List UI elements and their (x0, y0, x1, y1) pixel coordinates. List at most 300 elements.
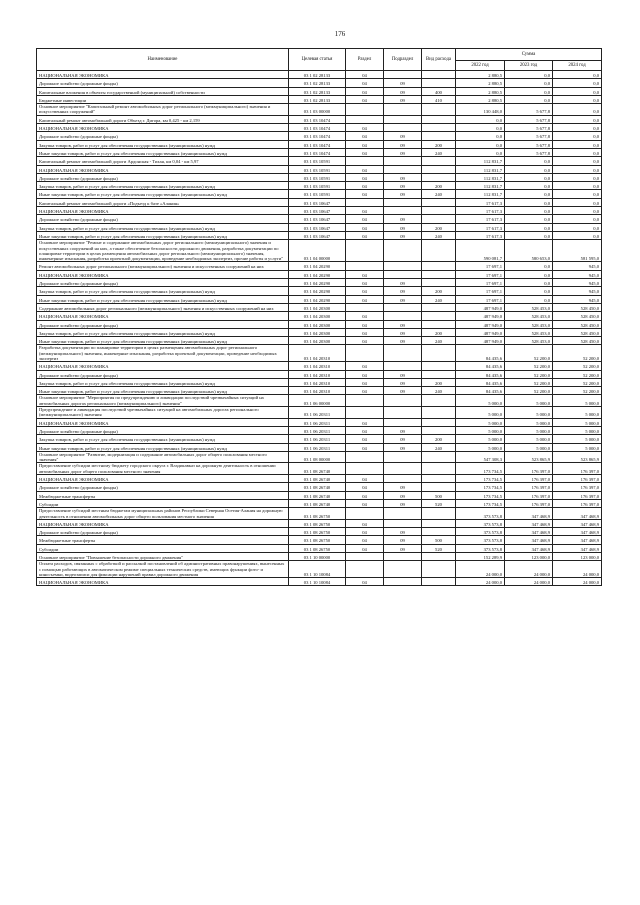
row-sum-2023: 0,0 (505, 198, 553, 206)
row-subsection (384, 561, 422, 578)
row-sum-2024: 528 450,0 (553, 337, 602, 345)
row-sum-2023: 0,0 (505, 215, 553, 223)
row-sum-2023: 0,0 (505, 207, 553, 215)
header-section: Раздел (346, 49, 384, 71)
row-section (346, 115, 384, 123)
table-body (37, 71, 602, 586)
row-section: 04 (346, 435, 384, 443)
row-section: 04 (346, 231, 384, 239)
row-subsection: 09 (384, 528, 422, 536)
row-sum-2022: 112 831,7 (456, 173, 505, 181)
row-sum-2023: 0,0 (505, 231, 553, 239)
row-section: 04 (346, 337, 384, 345)
table-row (37, 124, 602, 132)
row-section: 04 (346, 124, 384, 132)
row-target: 03 1 03 10647 (289, 231, 346, 239)
row-subsection: 09 (384, 435, 422, 443)
row-subsection: 09 (384, 223, 422, 231)
row-sum-2022: 17 617,3 (456, 207, 505, 215)
row-sum-2024: 0,0 (553, 140, 602, 148)
header-year-2024: 2024 год (553, 61, 602, 71)
page-number: 176 (334, 30, 346, 38)
row-expense-type (422, 528, 456, 536)
row-sum-2023: 52 200,0 (505, 370, 553, 378)
row-sum-2024: 24 000,0 (553, 561, 602, 578)
row-sum-2023: 0,0 (505, 279, 553, 287)
row-sum-2023: 5 677,8 (505, 115, 553, 123)
row-target: 03 1 08 26750 (289, 536, 346, 544)
table-row (37, 303, 602, 311)
row-sum-2023: 528 453,0 (505, 303, 553, 311)
table-row (37, 508, 602, 520)
row-expense-type (422, 165, 456, 173)
row-target: 03 1 04 20310 (289, 387, 346, 395)
row-sum-2023: 347 468,9 (505, 536, 553, 544)
row-expense-type: 520 (422, 544, 456, 552)
row-sum-2022: 0,0 (456, 124, 505, 132)
row-subsection (384, 418, 422, 426)
row-section (346, 407, 384, 419)
table-row (37, 499, 602, 507)
row-sum-2023: 24 000,0 (505, 561, 553, 578)
table-row (37, 279, 602, 287)
row-expense-type: 240 (422, 443, 456, 451)
row-sum-2023: 176 397,0 (505, 491, 553, 499)
row-name: Дорожное хозяйство (дорожные фонды) (37, 320, 289, 328)
row-subsection (384, 519, 422, 527)
row-sum-2024: 945,0 (553, 270, 602, 278)
row-expense-type (422, 483, 456, 491)
row-name: Дорожное хозяйство (дорожные фонды) (37, 370, 289, 378)
row-sum-2022: 112 831,7 (456, 157, 505, 165)
row-sum-2024: 347 468,9 (553, 519, 602, 527)
header-target: Целевая статья (289, 49, 346, 71)
table-row (37, 320, 602, 328)
table-row (37, 578, 602, 586)
row-target: 03 1 06 20311 (289, 407, 346, 419)
row-name: Иные закупки товаров, работ и услуг для обеспечения государственных (муниципальных) нужд (37, 443, 289, 451)
row-section: 04 (346, 223, 384, 231)
header-year-2023: 2023 год (505, 61, 553, 71)
row-sum-2024: 123 000,0 (553, 553, 602, 561)
row-sum-2022: 84 435,6 (456, 378, 505, 386)
row-name: Основное мероприятие "Развитие, модернизация и содержание автомобильных дорог общего пользования местного значения" (37, 451, 289, 463)
row-section: 04 (346, 132, 384, 140)
row-name: Дорожное хозяйство (дорожные фонды) (37, 79, 289, 87)
row-sum-2023: 5 677,8 (505, 140, 553, 148)
row-sum-2022: 173 734,5 (456, 491, 505, 499)
row-target: 03 1 10 00000 (289, 553, 346, 561)
row-name: Предоставление субсидии местному бюджету городского округа г. Владикавказ на дорожную деятельность в отношении автомобильных дорог общего пользования местного значения (37, 463, 289, 475)
row-sum-2024: 5 000,0 (553, 407, 602, 419)
row-target: 03 1 04 20300 (289, 312, 346, 320)
row-subsection (384, 71, 422, 79)
row-section (346, 451, 384, 463)
row-sum-2022: 24 000,0 (456, 578, 505, 586)
row-section: 04 (346, 475, 384, 483)
row-sum-2024: 52 200,0 (553, 370, 602, 378)
row-sum-2022: 5 000,0 (456, 443, 505, 451)
row-target: 03 1 08 26740 (289, 463, 346, 475)
row-subsection (384, 198, 422, 206)
row-expense-type (422, 132, 456, 140)
row-subsection (384, 451, 422, 463)
row-sum-2022: 112 831,7 (456, 190, 505, 198)
row-expense-type (422, 508, 456, 520)
row-subsection (384, 124, 422, 132)
table-row (37, 95, 602, 103)
row-target: 03 1 04 20300 (289, 337, 346, 345)
row-sum-2024: 0,0 (553, 115, 602, 123)
row-sum-2023: 347 468,9 (505, 544, 553, 552)
row-sum-2024: 24 000,0 (553, 578, 602, 586)
row-target: 03 1 04 20310 (289, 362, 346, 370)
table-row (37, 426, 602, 434)
row-sum-2022: 84 435,6 (456, 362, 505, 370)
row-subsection: 09 (384, 328, 422, 336)
row-expense-type: 500 (422, 536, 456, 544)
row-target: 03 1 03 10591 (289, 157, 346, 165)
row-expense-type (422, 71, 456, 79)
row-sum-2024: 176 397,0 (553, 483, 602, 491)
row-expense-type: 520 (422, 499, 456, 507)
row-sum-2024: 0,0 (553, 132, 602, 140)
row-subsection (384, 270, 422, 278)
row-subsection: 09 (384, 140, 422, 148)
row-sum-2024: 5 000,0 (553, 443, 602, 451)
row-sum-2024: 0,0 (553, 71, 602, 79)
row-sum-2023: 528 453,0 (505, 312, 553, 320)
row-sum-2023: 5 000,0 (505, 435, 553, 443)
header-subsection: Подраздел (384, 49, 422, 71)
row-sum-2022: 487 949,0 (456, 320, 505, 328)
row-sum-2024: 52 200,0 (553, 345, 602, 362)
row-subsection (384, 578, 422, 586)
row-subsection: 09 (384, 378, 422, 386)
row-name: Закупка товаров, работ и услуг для обеспечения государственных (муниципальных) нужд (37, 223, 289, 231)
row-target: 03 1 03 10647 (289, 223, 346, 231)
row-target: 03 1 04 00000 (289, 240, 346, 262)
row-sum-2023: 52 200,0 (505, 345, 553, 362)
table-row (37, 536, 602, 544)
row-expense-type (422, 124, 456, 132)
row-sum-2024: 347 468,9 (553, 544, 602, 552)
row-target: 03 1 04 20290 (289, 262, 346, 270)
row-sum-2022: 24 000,0 (456, 561, 505, 578)
row-sum-2023: 0,0 (505, 182, 553, 190)
row-section (346, 463, 384, 475)
row-sum-2024: 176 397,0 (553, 475, 602, 483)
row-sum-2022: 173 734,5 (456, 475, 505, 483)
row-name: Основное мероприятие "Мероприятия по предупреждению и ликвидации последствий чрезвычайных ситуаций на автомобильных дорогах регионального (межмуниципального) значения" (37, 395, 289, 407)
row-subsection: 09 (384, 499, 422, 507)
row-sum-2022: 17 617,3 (456, 198, 505, 206)
row-target: 03 1 04 20300 (289, 328, 346, 336)
row-expense-type (422, 519, 456, 527)
row-sum-2024: 347 468,9 (553, 528, 602, 536)
row-sum-2023: 0,0 (505, 173, 553, 181)
row-expense-type: 410 (422, 95, 456, 103)
row-section (346, 395, 384, 407)
row-sum-2022: 0,0 (456, 148, 505, 156)
row-sum-2022: 373 573,8 (456, 536, 505, 544)
row-sum-2024: 0,0 (553, 157, 602, 165)
row-subsection: 09 (384, 190, 422, 198)
row-target: 03 1 03 00000 (289, 104, 346, 116)
row-subsection (384, 553, 422, 561)
row-name: Закупка товаров, работ и услуг для обеспечения государственных (муниципальных) нужд (37, 182, 289, 190)
row-name: Межбюджетные трансферты (37, 491, 289, 499)
row-sum-2023: 24 000,0 (505, 578, 553, 586)
row-sum-2023: 176 397,0 (505, 499, 553, 507)
row-sum-2022: 112 831,7 (456, 165, 505, 173)
row-subsection (384, 475, 422, 483)
row-subsection: 09 (384, 370, 422, 378)
row-subsection: 09 (384, 148, 422, 156)
table-row (37, 223, 602, 231)
row-section: 04 (346, 140, 384, 148)
row-target: 03 1 08 00000 (289, 451, 346, 463)
row-subsection (384, 240, 422, 262)
table-row (37, 451, 602, 463)
row-expense-type (422, 104, 456, 116)
row-sum-2022: 0,0 (456, 115, 505, 123)
row-sum-2022: 373 573,8 (456, 508, 505, 520)
row-name: НАЦИОНАЛЬНАЯ ЭКОНОМИКА (37, 165, 289, 173)
row-section: 04 (346, 173, 384, 181)
table-row (37, 270, 602, 278)
row-sum-2024: 581 595,0 (553, 240, 602, 262)
row-section (346, 104, 384, 116)
row-target: 03 1 04 20290 (289, 295, 346, 303)
row-target: 03 1 03 10591 (289, 165, 346, 173)
row-sum-2024: 0,0 (553, 207, 602, 215)
row-expense-type (422, 418, 456, 426)
row-sum-2024: 0,0 (553, 223, 602, 231)
row-sum-2022: 547 308,3 (456, 451, 505, 463)
row-section: 04 (346, 287, 384, 295)
row-sum-2023: 528 453,0 (505, 320, 553, 328)
table-row (37, 435, 602, 443)
row-sum-2024: 5 000,0 (553, 426, 602, 434)
row-target: 03 1 06 20311 (289, 443, 346, 451)
row-section: 04 (346, 387, 384, 395)
row-name: Дорожное хозяйство (дорожные фонды) (37, 132, 289, 140)
row-sum-2024: 0,0 (553, 215, 602, 223)
row-target: 03 1 08 26740 (289, 475, 346, 483)
row-sum-2024: 0,0 (553, 95, 602, 103)
row-subsection (384, 395, 422, 407)
row-sum-2022: 487 949,0 (456, 337, 505, 345)
row-sum-2023: 347 468,9 (505, 528, 553, 536)
row-section: 04 (346, 544, 384, 552)
row-sum-2024: 945,0 (553, 295, 602, 303)
row-name: Капитальный ремонт автомобильной дороги Объезд г. Дигора, км 0,425 - км 2,159 (37, 115, 289, 123)
row-target: 03 1 06 20311 (289, 418, 346, 426)
row-name: Содержание автомобильных дорог регионального (межмуниципального) значения и искусственных сооружений на них (37, 303, 289, 311)
row-sum-2024: 5 000,0 (553, 395, 602, 407)
table-row (37, 104, 602, 116)
row-section: 04 (346, 418, 384, 426)
row-sum-2023: 523 865,9 (505, 451, 553, 463)
row-target: 03 1 02 28133 (289, 71, 346, 79)
row-sum-2023: 123 000,0 (505, 553, 553, 561)
row-sum-2024: 945,0 (553, 287, 602, 295)
row-target: 03 1 03 10474 (289, 132, 346, 140)
row-name: НАЦИОНАЛЬНАЯ ЭКОНОМИКА (37, 71, 289, 79)
row-subsection (384, 207, 422, 215)
row-sum-2024: 0,0 (553, 165, 602, 173)
row-expense-type (422, 370, 456, 378)
row-sum-2022: 17 617,3 (456, 223, 505, 231)
row-subsection (384, 345, 422, 362)
row-name: Ремонт автомобильных дорог регионального (межмуниципального) значения и искусственных сооружений на них (37, 262, 289, 270)
row-section: 04 (346, 165, 384, 173)
row-sum-2023: 580 653,0 (505, 240, 553, 262)
row-target: 03 1 02 28133 (289, 95, 346, 103)
row-name: НАЦИОНАЛЬНАЯ ЭКОНОМИКА (37, 578, 289, 586)
row-sum-2023: 52 200,0 (505, 387, 553, 395)
row-subsection (384, 165, 422, 173)
row-subsection: 09 (384, 387, 422, 395)
row-subsection: 09 (384, 95, 422, 103)
row-sum-2024: 0,0 (553, 148, 602, 156)
table-row (37, 395, 602, 407)
row-sum-2022: 17 697,1 (456, 295, 505, 303)
row-sum-2024: 0,0 (553, 124, 602, 132)
row-sum-2024: 176 397,0 (553, 499, 602, 507)
row-section: 04 (346, 270, 384, 278)
row-sum-2022: 17 617,3 (456, 231, 505, 239)
row-sum-2022: 0,0 (456, 140, 505, 148)
row-target: 03 1 04 20310 (289, 370, 346, 378)
row-section (346, 553, 384, 561)
row-section: 04 (346, 190, 384, 198)
row-name: Иные закупки товаров, работ и услуг для обеспечения государственных (муниципальных) нужд (37, 295, 289, 303)
row-section: 04 (346, 207, 384, 215)
row-section: 04 (346, 536, 384, 544)
table-row (37, 491, 602, 499)
row-target: 03 1 03 10591 (289, 182, 346, 190)
row-target: 03 1 03 10647 (289, 207, 346, 215)
row-name: Основное мероприятие "Ремонт и содержание автомобильных дорог регионального (межмуниципального) значения и искусственных сооружений на них, а также обеспечение безопасности дорожного движения, разработка документации по планировке территории в целях размещения автомобильных дорог регионального (межмуниципального) значения, инженерные изыскания, разработка проектной документации, проведение необходимых экспертиз, прочие работы и услуги" (37, 240, 289, 262)
row-sum-2022: 2 880,5 (456, 79, 505, 87)
row-expense-type: 240 (422, 148, 456, 156)
table-row (37, 378, 602, 386)
row-expense-type (422, 320, 456, 328)
row-name: Иные закупки товаров, работ и услуг для обеспечения государственных (муниципальных) нужд (37, 231, 289, 239)
row-section: 04 (346, 519, 384, 527)
row-target: 03 1 03 10474 (289, 148, 346, 156)
row-sum-2022: 112 831,7 (456, 182, 505, 190)
row-sum-2022: 173 734,5 (456, 499, 505, 507)
row-section: 04 (346, 279, 384, 287)
row-section: 04 (346, 491, 384, 499)
table-row (37, 140, 602, 148)
row-sum-2022: 17 697,1 (456, 270, 505, 278)
row-sum-2022: 17 697,1 (456, 279, 505, 287)
row-section: 04 (346, 87, 384, 95)
row-section (346, 303, 384, 311)
row-sum-2022: 373 573,8 (456, 544, 505, 552)
table-row (37, 71, 602, 79)
row-sum-2022: 5 000,0 (456, 407, 505, 419)
row-target: 03 1 03 10474 (289, 140, 346, 148)
row-sum-2022: 5 000,0 (456, 426, 505, 434)
table-row (37, 157, 602, 165)
table-row (37, 345, 602, 362)
row-section: 04 (346, 182, 384, 190)
row-sum-2022: 373 573,8 (456, 519, 505, 527)
row-expense-type (422, 395, 456, 407)
row-target: 03 1 08 26750 (289, 519, 346, 527)
row-name: Основное мероприятие "Повышение безопасности дорожного движения" (37, 553, 289, 561)
row-target: 03 1 06 00000 (289, 395, 346, 407)
row-sum-2024: 0,0 (553, 79, 602, 87)
row-target: 03 1 08 26750 (289, 544, 346, 552)
row-name: Дорожное хозяйство (дорожные фонды) (37, 528, 289, 536)
row-subsection: 09 (384, 87, 422, 95)
row-target: 03 1 03 10647 (289, 198, 346, 206)
row-section: 04 (346, 320, 384, 328)
row-sum-2023: 0,0 (505, 95, 553, 103)
row-subsection: 09 (384, 79, 422, 87)
row-expense-type (422, 270, 456, 278)
table-row (37, 295, 602, 303)
row-name: Субсидии (37, 499, 289, 507)
row-sum-2023: 0,0 (505, 79, 553, 87)
row-name: Субсидии (37, 544, 289, 552)
row-target: 03 1 03 10474 (289, 115, 346, 123)
row-subsection: 09 (384, 544, 422, 552)
row-subsection: 09 (384, 182, 422, 190)
row-expense-type: 200 (422, 140, 456, 148)
table-row (37, 312, 602, 320)
row-sum-2024: 0,0 (553, 231, 602, 239)
row-name: НАЦИОНАЛЬНАЯ ЭКОНОМИКА (37, 418, 289, 426)
row-expense-type: 200 (422, 287, 456, 295)
table-row (37, 182, 602, 190)
row-section (346, 262, 384, 270)
row-subsection: 09 (384, 337, 422, 345)
row-section: 04 (346, 483, 384, 491)
row-expense-type: 200 (422, 435, 456, 443)
row-target: 03 1 08 26750 (289, 508, 346, 520)
row-sum-2023: 176 397,0 (505, 483, 553, 491)
row-expense-type (422, 79, 456, 87)
row-sum-2023: 0,0 (505, 287, 553, 295)
row-sum-2024: 528 450,0 (553, 328, 602, 336)
row-sum-2024: 528 450,0 (553, 312, 602, 320)
row-sum-2022: 5 000,0 (456, 418, 505, 426)
table-row (37, 132, 602, 140)
row-subsection (384, 508, 422, 520)
row-subsection: 09 (384, 295, 422, 303)
row-section (346, 240, 384, 262)
row-expense-type: 200 (422, 223, 456, 231)
row-section: 04 (346, 578, 384, 586)
row-sum-2023: 347 468,9 (505, 508, 553, 520)
row-expense-type (422, 303, 456, 311)
header-year-2022: 2022 год (456, 61, 505, 71)
row-subsection (384, 303, 422, 311)
row-expense-type (422, 362, 456, 370)
row-sum-2024: 528 450,0 (553, 320, 602, 328)
row-name: Дорожное хозяйство (дорожные фонды) (37, 173, 289, 181)
row-expense-type: 200 (422, 328, 456, 336)
row-sum-2022: 2 880,5 (456, 87, 505, 95)
row-sum-2022: 487 949,0 (456, 328, 505, 336)
